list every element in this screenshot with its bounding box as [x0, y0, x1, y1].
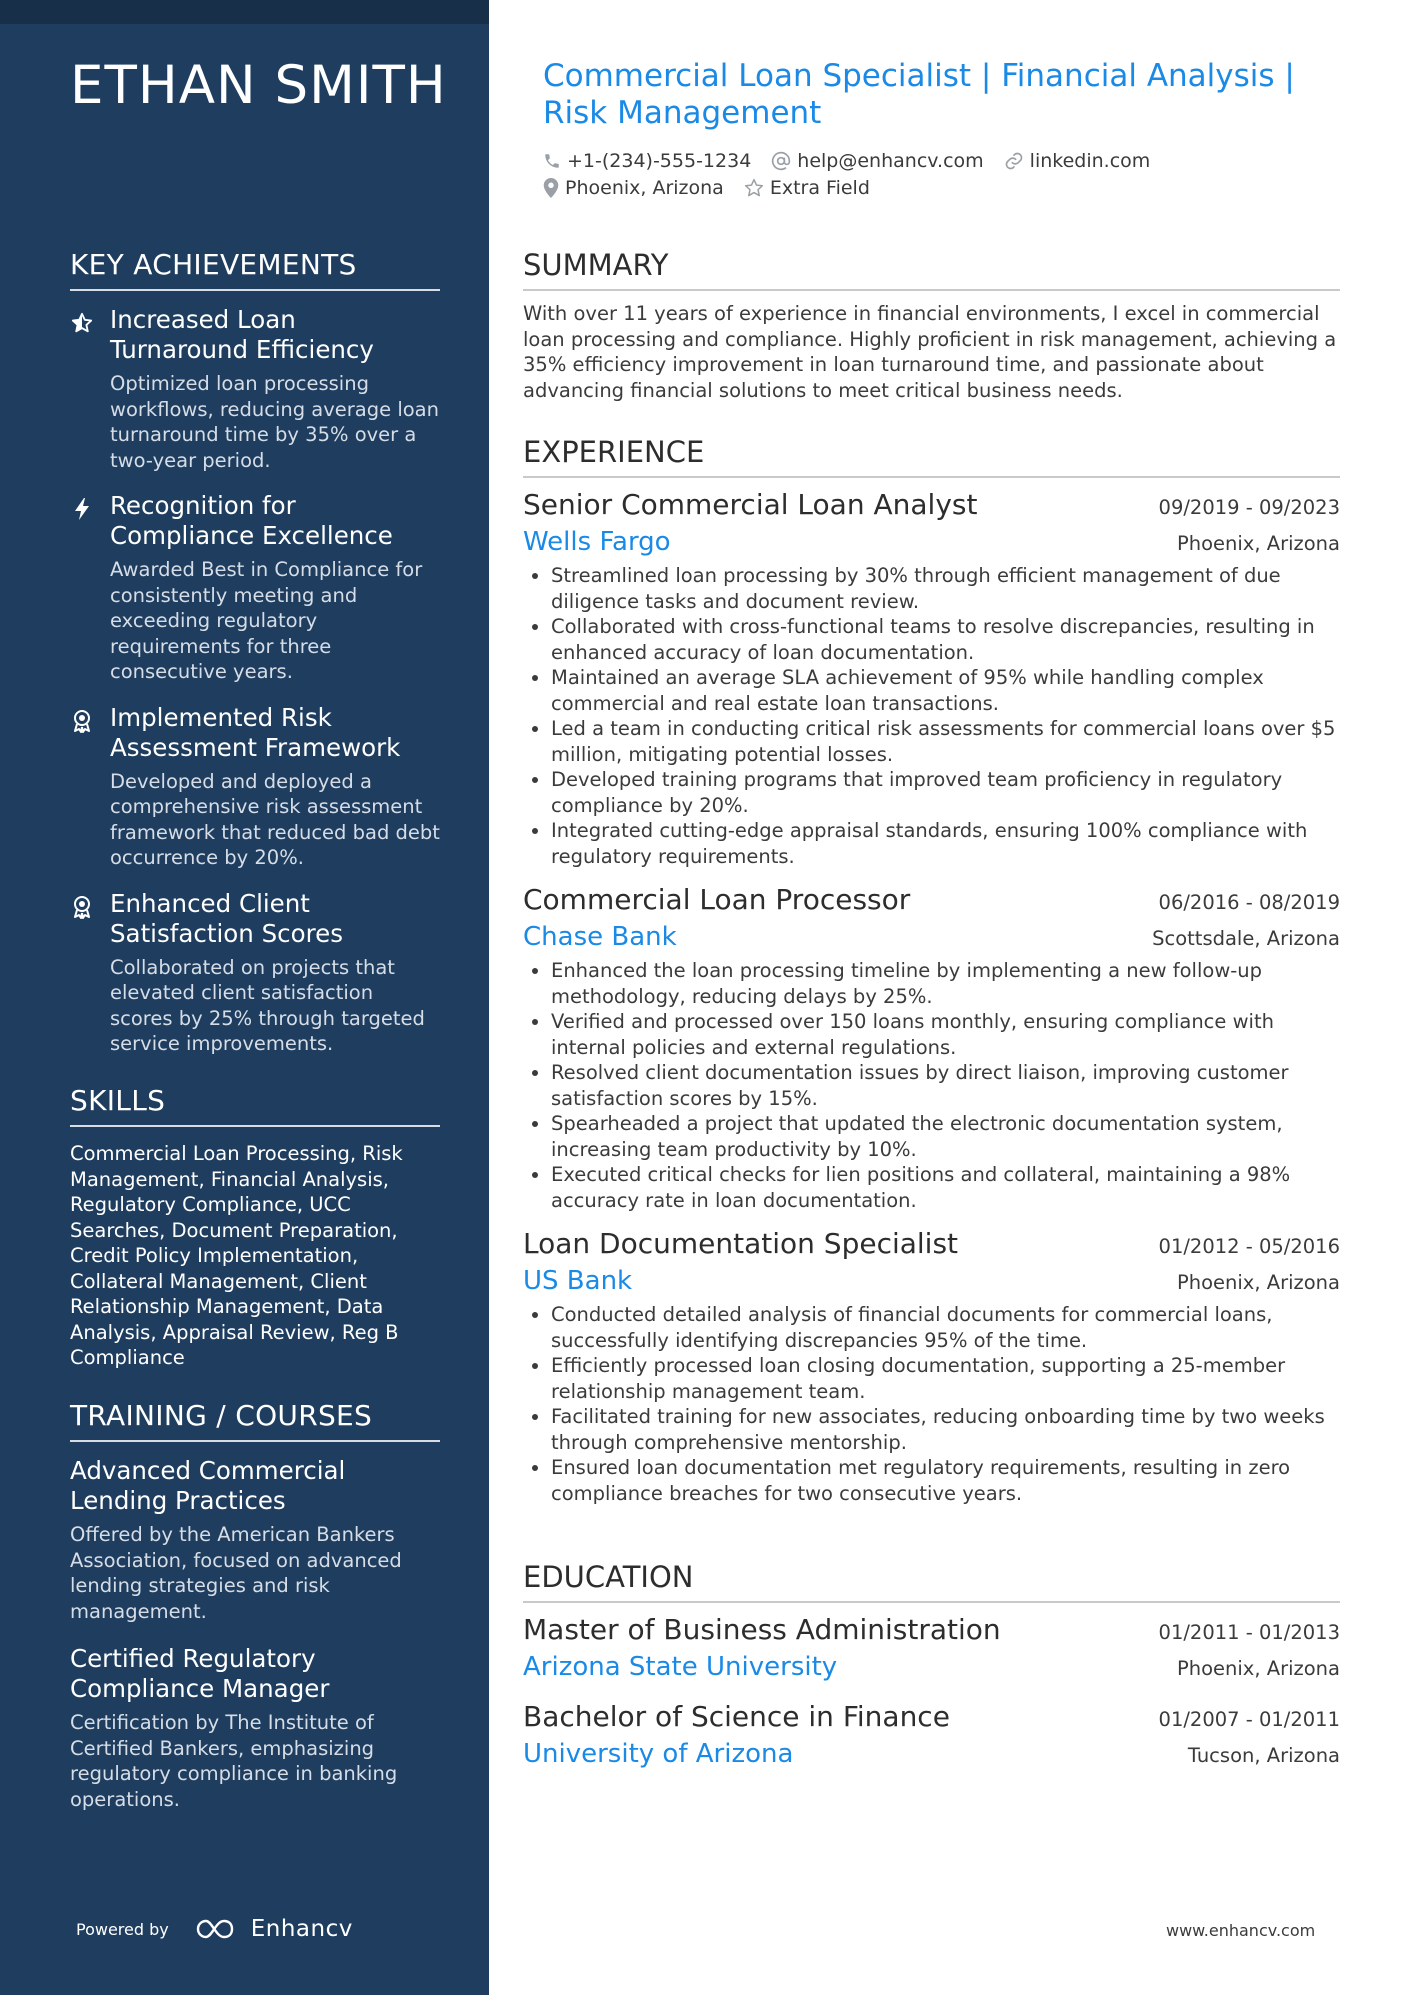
summary-heading: SUMMARY	[523, 248, 1340, 291]
bullet-item: • Enhanced the loan processing timeline by implementing a new follow-up methodology, reducing delays by 25%.	[551, 958, 1340, 1009]
job-entry	[523, 883, 1340, 1213]
experience-section	[523, 435, 1340, 1520]
education-dates: 01/2007 - 01/2011	[1158, 1708, 1340, 1731]
job-location: Scottsdale, Arizona	[1152, 927, 1340, 950]
achievement-item	[70, 703, 440, 871]
training-heading: TRAINING / COURSES	[70, 1399, 440, 1442]
extra-field-text: Extra Field	[769, 176, 870, 199]
bullet-item: • Executed critical checks for lien positions and collateral, maintaining a 98% accuracy rate in loan documentation.	[551, 1162, 1340, 1213]
school-location: Tucson, Arizona	[1187, 1744, 1340, 1767]
achievement-title: Enhanced Client Satisfaction Scores	[110, 888, 343, 948]
achievement-description: Developed and deployed a comprehensive risk assessment framework that reduced bad debt occurrence by 20%.	[110, 769, 440, 869]
at-sign-icon	[771, 151, 791, 171]
bullet-item: • Integrated cutting-edge appraisal standards, ensuring 100% compliance with regulatory requirements.	[551, 818, 1340, 869]
contact-location	[543, 177, 724, 199]
job-title: Commercial Loan Processor	[523, 883, 911, 916]
skills-list: Commercial Loan Processing, Risk Management, Financial Analysis, Regulatory Compliance, UCC Searches, Document Preparation, Credit Policy Implementation, Collateral Management, Client Relationship Management, Data Analysis, Appraisal Review, Reg B Compliance	[70, 1142, 403, 1369]
location-pin-icon	[543, 178, 559, 198]
job-bullets	[523, 563, 1340, 869]
degree-title: Bachelor of Science in Finance	[523, 1700, 950, 1733]
achievement-description: Collaborated on projects that elevated client satisfaction scores by 25% through targeted service improvements.	[110, 955, 425, 1055]
link-icon	[1004, 151, 1024, 171]
achievement-title: Recognition for Compliance Excellence	[110, 491, 393, 550]
enhancv-logo-icon	[195, 1918, 241, 1940]
bullet-item: • Maintained an average SLA achievement of 95% while handling complex commercial and real estate loan transactions.	[551, 665, 1340, 716]
bullet-item: • Verified and processed over 150 loans monthly, ensuring compliance with internal policies and external regulations.	[551, 1009, 1340, 1060]
key-achievements-heading: KEY ACHIEVEMENTS	[70, 248, 440, 291]
education-heading: EDUCATION	[523, 1560, 1340, 1603]
achievement-description: Optimized loan processing workflows, reducing average loan turnaround time by 35% over a two-year period.	[110, 372, 439, 472]
star-icon	[744, 178, 764, 198]
job-bullets	[523, 958, 1340, 1213]
contact-linkedin[interactable]	[1004, 150, 1151, 172]
education-entry	[523, 1700, 1340, 1769]
course-description: Offered by the American Bankers Association, focused on advanced lending strategies and risk management.	[70, 1523, 402, 1623]
job-company: Wells Fargo	[523, 527, 671, 557]
enhancv-brand-name: Enhancv	[250, 1916, 353, 1942]
job-dates: 06/2016 - 08/2019	[1158, 891, 1340, 914]
linkedin-text: linkedin.com	[1029, 149, 1151, 172]
achievement-item	[70, 889, 440, 1057]
course-title: Advanced Commercial Lending Practices	[70, 1456, 346, 1515]
achievement-item	[70, 491, 440, 685]
job-dates: 09/2019 - 09/2023	[1158, 496, 1340, 519]
experience-heading: EXPERIENCE	[523, 435, 1340, 478]
summary-section	[523, 248, 1340, 403]
headline: Commercial Loan Specialist | Financial Analysis | Risk Management	[543, 58, 1295, 131]
lightning-icon	[70, 497, 94, 521]
course-description: Certification by The Institute of Certified Bankers, emphasizing regulatory compliance in banking operations.	[70, 1711, 398, 1811]
job-title: Loan Documentation Specialist	[523, 1227, 959, 1260]
achievement-title: Implemented Risk Assessment Framework	[110, 702, 401, 762]
bullet-item: • Collaborated with cross-functional teams to resolve discrepancies, resulting in enhanced accuracy of loan documentation.	[551, 614, 1340, 665]
bullet-item: • Developed training programs that improved team proficiency in regulatory compliance by 20%.	[551, 767, 1340, 818]
job-entry	[523, 1227, 1340, 1506]
email-text: help@enhancv.com	[797, 149, 984, 172]
bullet-item: • Streamlined loan processing by 30% through efficient management of due diligence tasks and document review.	[551, 563, 1340, 614]
bullet-item: • Conducted detailed analysis of financial documents for commercial loans, successfully identifying discrepancies 95% of the time.	[551, 1302, 1340, 1353]
location-text: Phoenix, Arizona	[565, 176, 724, 199]
enhancv-logo[interactable]	[195, 1916, 353, 1942]
footer-website-link[interactable]: www.enhancv.com	[1166, 1921, 1316, 1940]
phone-text: +1-(234)-555-1234	[567, 149, 752, 172]
course-item	[70, 1456, 440, 1624]
sidebar-top-strip	[0, 0, 489, 24]
job-location: Phoenix, Arizona	[1176, 1271, 1340, 1294]
contact-info	[543, 147, 1323, 201]
job-company: Chase Bank	[523, 922, 677, 952]
education-section	[523, 1560, 1340, 1787]
summary-text: With over 11 years of experience in financial environments, I excel in commercial loan processing and compliance. Highly proficient in risk management, achieving a 35% efficiency improvement in loan turnaround time, and passionate about advancing financial solutions to meet critical business needs.	[523, 302, 1337, 402]
job-entry	[523, 488, 1340, 869]
job-company: US Bank	[523, 1266, 633, 1296]
school-name: Arizona State University	[523, 1652, 838, 1682]
candidate-name: ETHAN SMITH	[70, 55, 447, 116]
bullet-item: • Efficiently processed loan closing documentation, supporting a 25-member relationship management team.	[551, 1353, 1340, 1404]
phone-icon	[543, 152, 561, 170]
training-section	[70, 1399, 440, 1832]
powered-by	[76, 1916, 353, 1942]
job-bullets	[523, 1302, 1340, 1506]
job-dates: 01/2012 - 05/2016	[1158, 1235, 1340, 1258]
course-title: Certified Regulatory Compliance Manager	[70, 1644, 330, 1703]
powered-by-label: Powered by	[76, 1919, 169, 1939]
bullet-item: • Resolved client documentation issues by direct liaison, improving customer satisfaction scores by 15%.	[551, 1060, 1340, 1111]
bullet-item: • Ensured loan documentation met regulatory requirements, resulting in zero compliance breaches for two consecutive years.	[551, 1455, 1340, 1506]
sidebar	[0, 0, 489, 1995]
contact-email[interactable]	[771, 150, 983, 172]
award-icon	[70, 709, 94, 733]
skills-heading: SKILLS	[70, 1084, 440, 1127]
skills-section	[70, 1084, 440, 1371]
bullet-item: • Facilitated training for new associates, reducing onboarding time by two weeks through comprehensive mentorship.	[551, 1404, 1340, 1455]
school-location: Phoenix, Arizona	[1176, 1657, 1340, 1680]
school-name: University of Arizona	[523, 1739, 794, 1769]
contact-phone[interactable]	[543, 150, 751, 172]
course-item	[70, 1644, 440, 1812]
degree-title: Master of Business Administration	[523, 1613, 1001, 1646]
achievement-item	[70, 305, 440, 473]
education-entry	[523, 1613, 1340, 1682]
bullet-item: • Led a team in conducting critical risk assessments for commercial loans over $5 million, mitigating potential losses.	[551, 716, 1340, 767]
job-title: Senior Commercial Loan Analyst	[523, 488, 978, 521]
star-half-icon	[70, 311, 94, 335]
contact-extra	[744, 177, 870, 199]
award-icon	[70, 895, 94, 919]
job-location: Phoenix, Arizona	[1176, 532, 1340, 555]
bullet-item: • Spearheaded a project that updated the electronic documentation system, increasing team productivity by 10%.	[551, 1111, 1340, 1162]
achievement-title: Increased Loan Turnaround Efficiency	[110, 305, 374, 364]
achievement-description: Awarded Best in Compliance for consistently meeting and exceeding regulatory requirements for three consecutive years.	[110, 558, 423, 683]
key-achievements-section	[70, 248, 440, 1075]
education-dates: 01/2011 - 01/2013	[1158, 1621, 1340, 1644]
